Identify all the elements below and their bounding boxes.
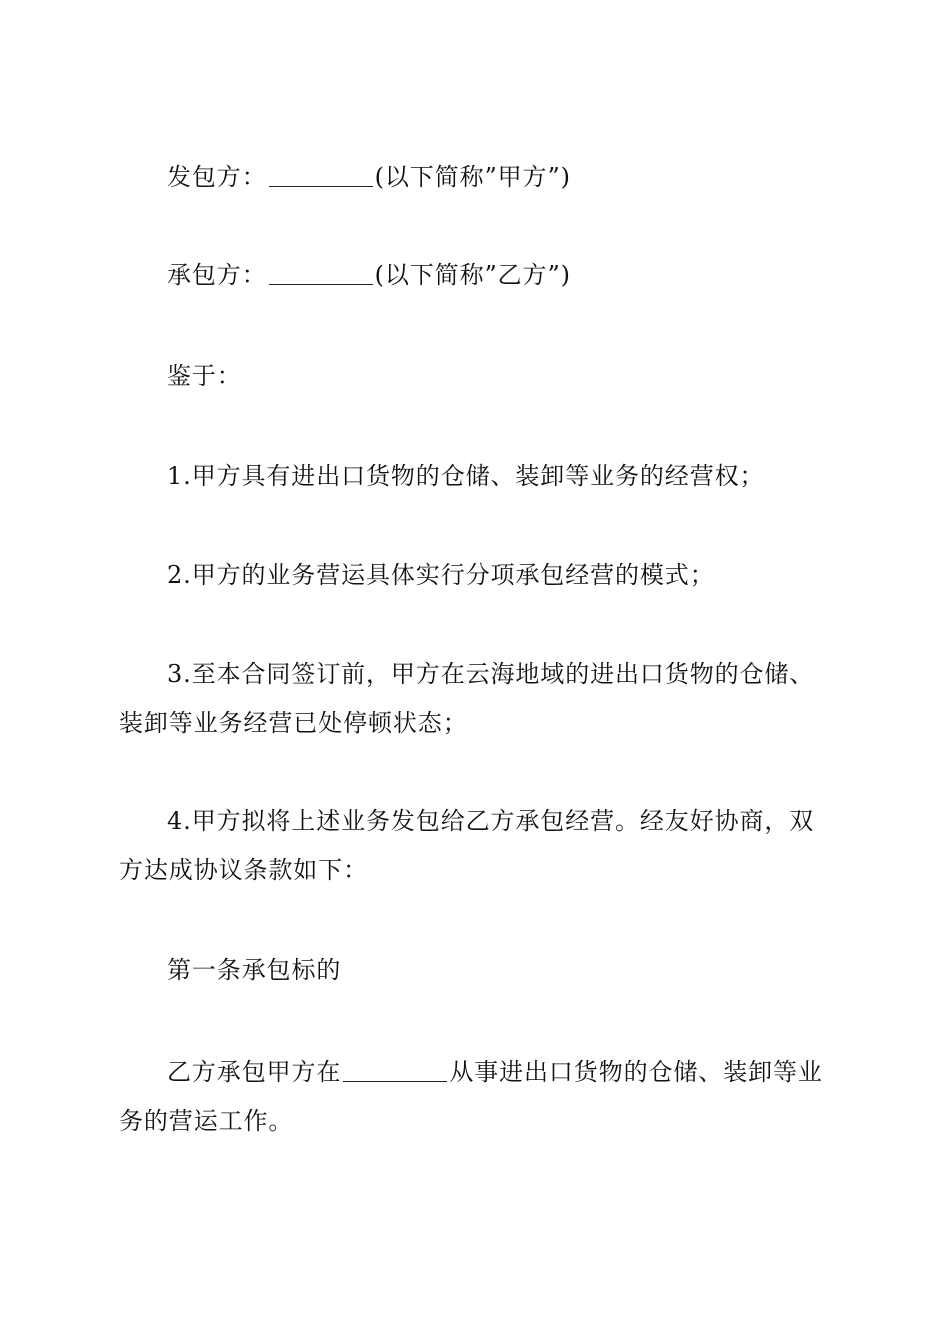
receiver-name-blank[interactable] xyxy=(269,260,373,285)
contractor-receiver-line xyxy=(119,251,834,300)
article-1-body-after: 从事进出口货物的仓储、装卸等业务的营运工作。 xyxy=(119,1058,823,1135)
issuer-name-blank[interactable] xyxy=(269,162,373,187)
contractor-issuer-line xyxy=(119,153,834,202)
recital-item-1: 1.甲方具有进出口货物的仓储、装卸等业务的经营权； xyxy=(167,462,765,490)
article-1-heading: 第一条承包标的 xyxy=(167,956,342,984)
issuer-label: 发包方： xyxy=(167,163,267,191)
recital-item-3: 3.至本合同签订前，甲方在云海地域的进出口货物的仓储、装卸等业务经营已处停顿状态； xyxy=(119,660,815,737)
article-1-body-before: 乙方承包甲方在 xyxy=(167,1058,342,1086)
receiver-alias-text: (以下简称”乙方”) xyxy=(374,261,571,289)
article-1-body xyxy=(119,1048,834,1146)
receiver-label: 承包方： xyxy=(167,261,267,289)
recital-item-2: 2.甲方的业务营运具体实行分项承包经营的模式； xyxy=(167,561,715,589)
whereas-heading: 鉴于： xyxy=(167,362,242,390)
recital-item-4: 4.甲方拟将上述业务发包给乙方承包经营。经友好协商，双方达成协议条款如下： xyxy=(119,807,815,884)
issuer-alias-text: (以下简称”甲方”) xyxy=(374,163,571,191)
location-blank[interactable] xyxy=(343,1057,447,1082)
